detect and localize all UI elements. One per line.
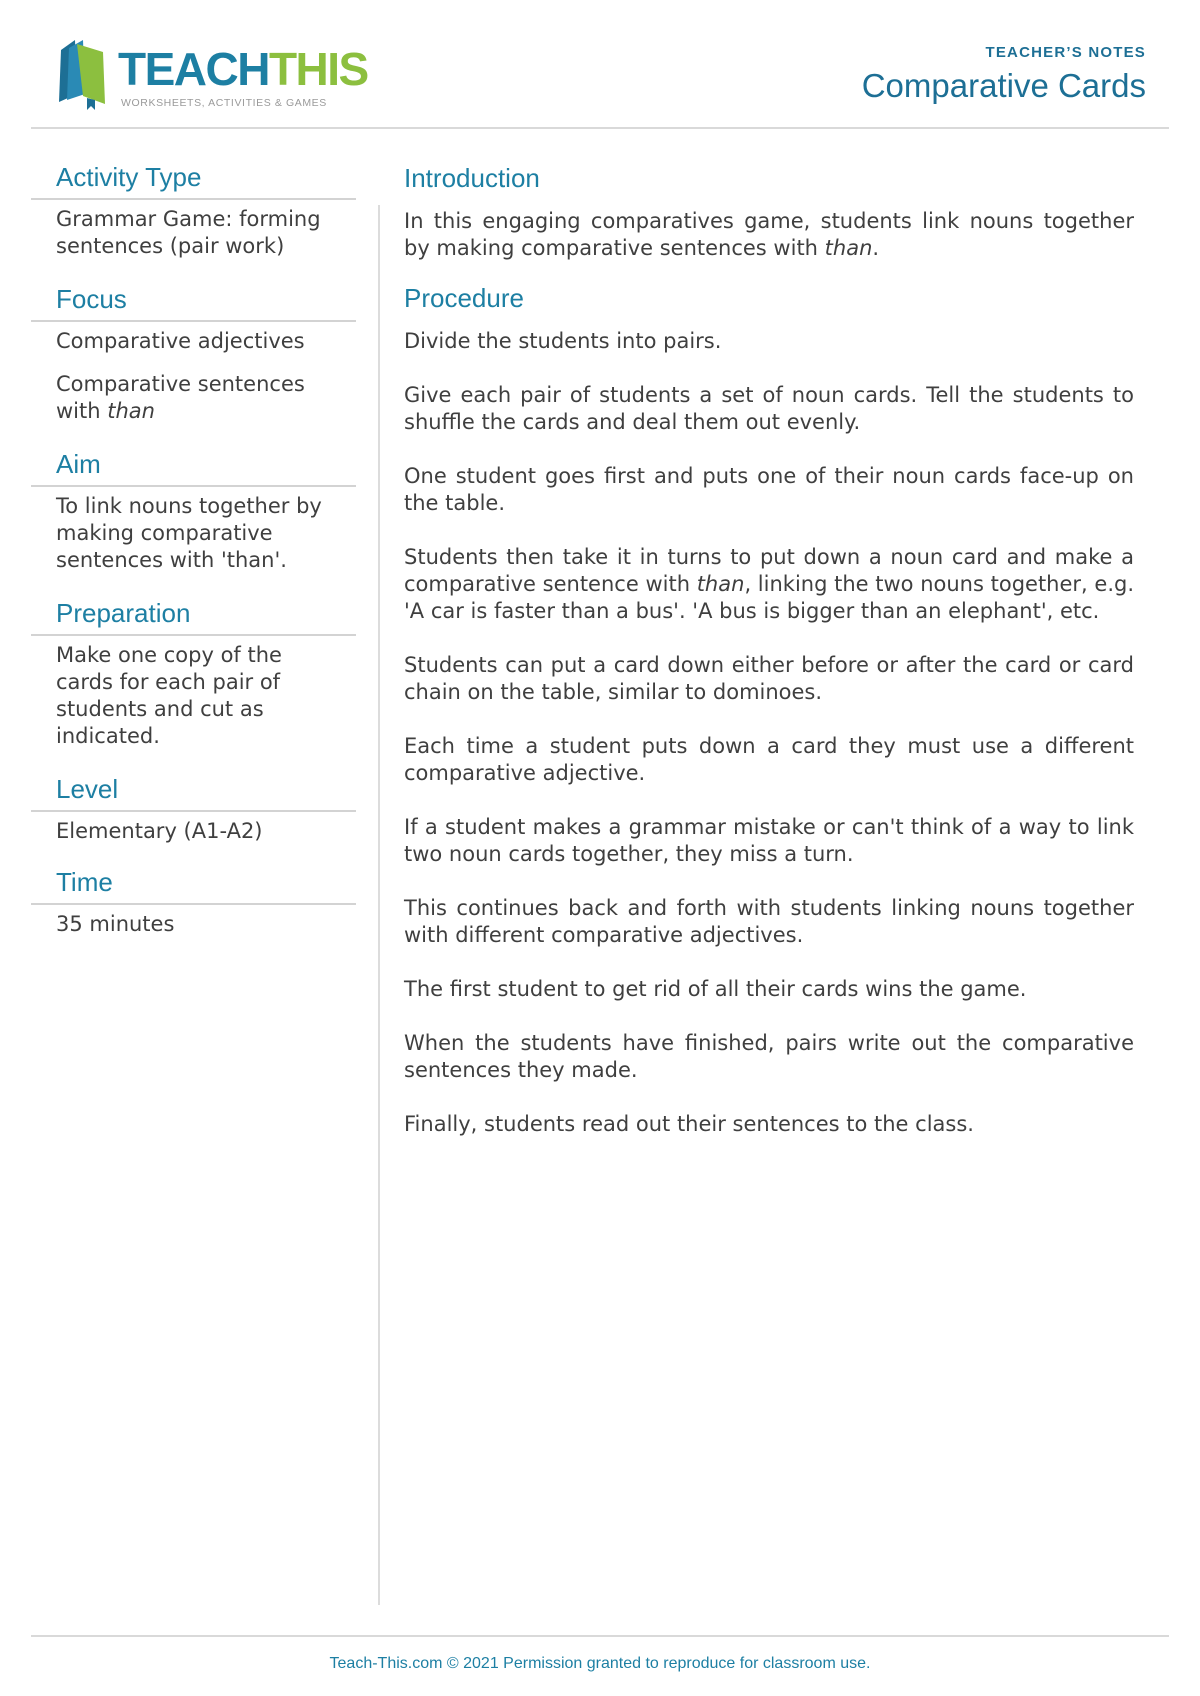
footer-copyright: Teach-This.com © 2021 Permission granted to reproduce for classroom use. [329, 1655, 871, 1672]
procedure-step: One student goes first and puts one of their noun cards face-up on the table. [404, 464, 1134, 515]
activity-type-text: Grammar Game: forming sentences (pair work) [56, 207, 321, 258]
sidebar [31, 160, 356, 958]
teachers-notes-label: TEACHER’S NOTES [985, 44, 1146, 61]
section-preparation [31, 596, 356, 750]
procedure-step: Divide the students into pairs. [404, 329, 722, 353]
time-text: 35 minutes [56, 912, 175, 936]
section-body [31, 487, 356, 574]
footer-divider [31, 1635, 1169, 1637]
section-focus [31, 282, 356, 425]
section-time [31, 865, 356, 938]
procedure-step: Each time a student puts down a card they must use a different comparative adjective. [404, 734, 1134, 785]
logo-tagline: WORKSHEETS, ACTIVITIES & GAMES [121, 97, 327, 109]
section-body [31, 322, 356, 425]
procedure-heading: Procedure [404, 283, 524, 313]
preparation-text: Make one copy of the cards for each pair of students and cut as indicated. [56, 643, 282, 748]
section-aim [31, 447, 356, 574]
procedure-step: Finally, students read out their sentences to the class. [404, 1112, 974, 1136]
procedure-step: When the students have finished, pairs write out the comparative sentences they made. [404, 1031, 1134, 1082]
main-content [404, 160, 1134, 1165]
focus-item: Comparative sentences with than [56, 372, 305, 423]
introduction-heading: Introduction [404, 163, 540, 193]
column-divider [378, 205, 380, 1605]
section-heading: Time [56, 867, 113, 897]
teach-this-logo [55, 38, 368, 114]
section-body [31, 636, 356, 750]
section-level [31, 772, 356, 845]
level-text: Elementary (A1-A2) [56, 819, 263, 843]
book-icon [55, 38, 115, 110]
introduction-text: In this engaging comparatives game, students link nouns together by making comparative sentences with than. [404, 209, 1134, 260]
section-heading: Focus [56, 284, 127, 314]
aim-text: To link nouns together by making comparative sentences with 'than'. [56, 494, 322, 572]
procedure-step: Students can put a card down either before or after the card or card chain on the table, similar to dominoes. [404, 653, 1134, 704]
section-heading: Aim [56, 449, 101, 479]
section-activity-type [31, 160, 356, 260]
page-title: Comparative Cards [861, 67, 1146, 104]
procedure-step: The first student to get rid of all their cards wins the game. [404, 977, 1027, 1001]
procedure-step: Students then take it in turns to put down a noun card and make a comparative sentence with than, linking the two nouns together, e.g. 'A car is faster than a bus'. 'A bus is bigger than an elephant', etc. [404, 545, 1135, 623]
section-body [31, 200, 356, 260]
section-heading: Preparation [56, 598, 191, 628]
section-heading: Activity Type [56, 162, 202, 192]
logo-wordmark: TEACHTHIS [118, 43, 368, 95]
procedure-step: Give each pair of students a set of noun cards. Tell the students to shuffle the cards and deal them out evenly. [404, 383, 1134, 434]
procedure-step: This continues back and forth with students linking nouns together with different comparative adjectives. [404, 896, 1134, 947]
section-body [31, 905, 356, 938]
section-body [31, 812, 356, 845]
header-divider [31, 127, 1169, 129]
section-heading: Level [56, 774, 119, 804]
header-titles [862, 44, 1146, 105]
procedure-step: If a student makes a grammar mistake or can't think of a way to link two noun cards together, they miss a turn. [404, 815, 1134, 866]
focus-item: Comparative adjectives [56, 329, 305, 353]
